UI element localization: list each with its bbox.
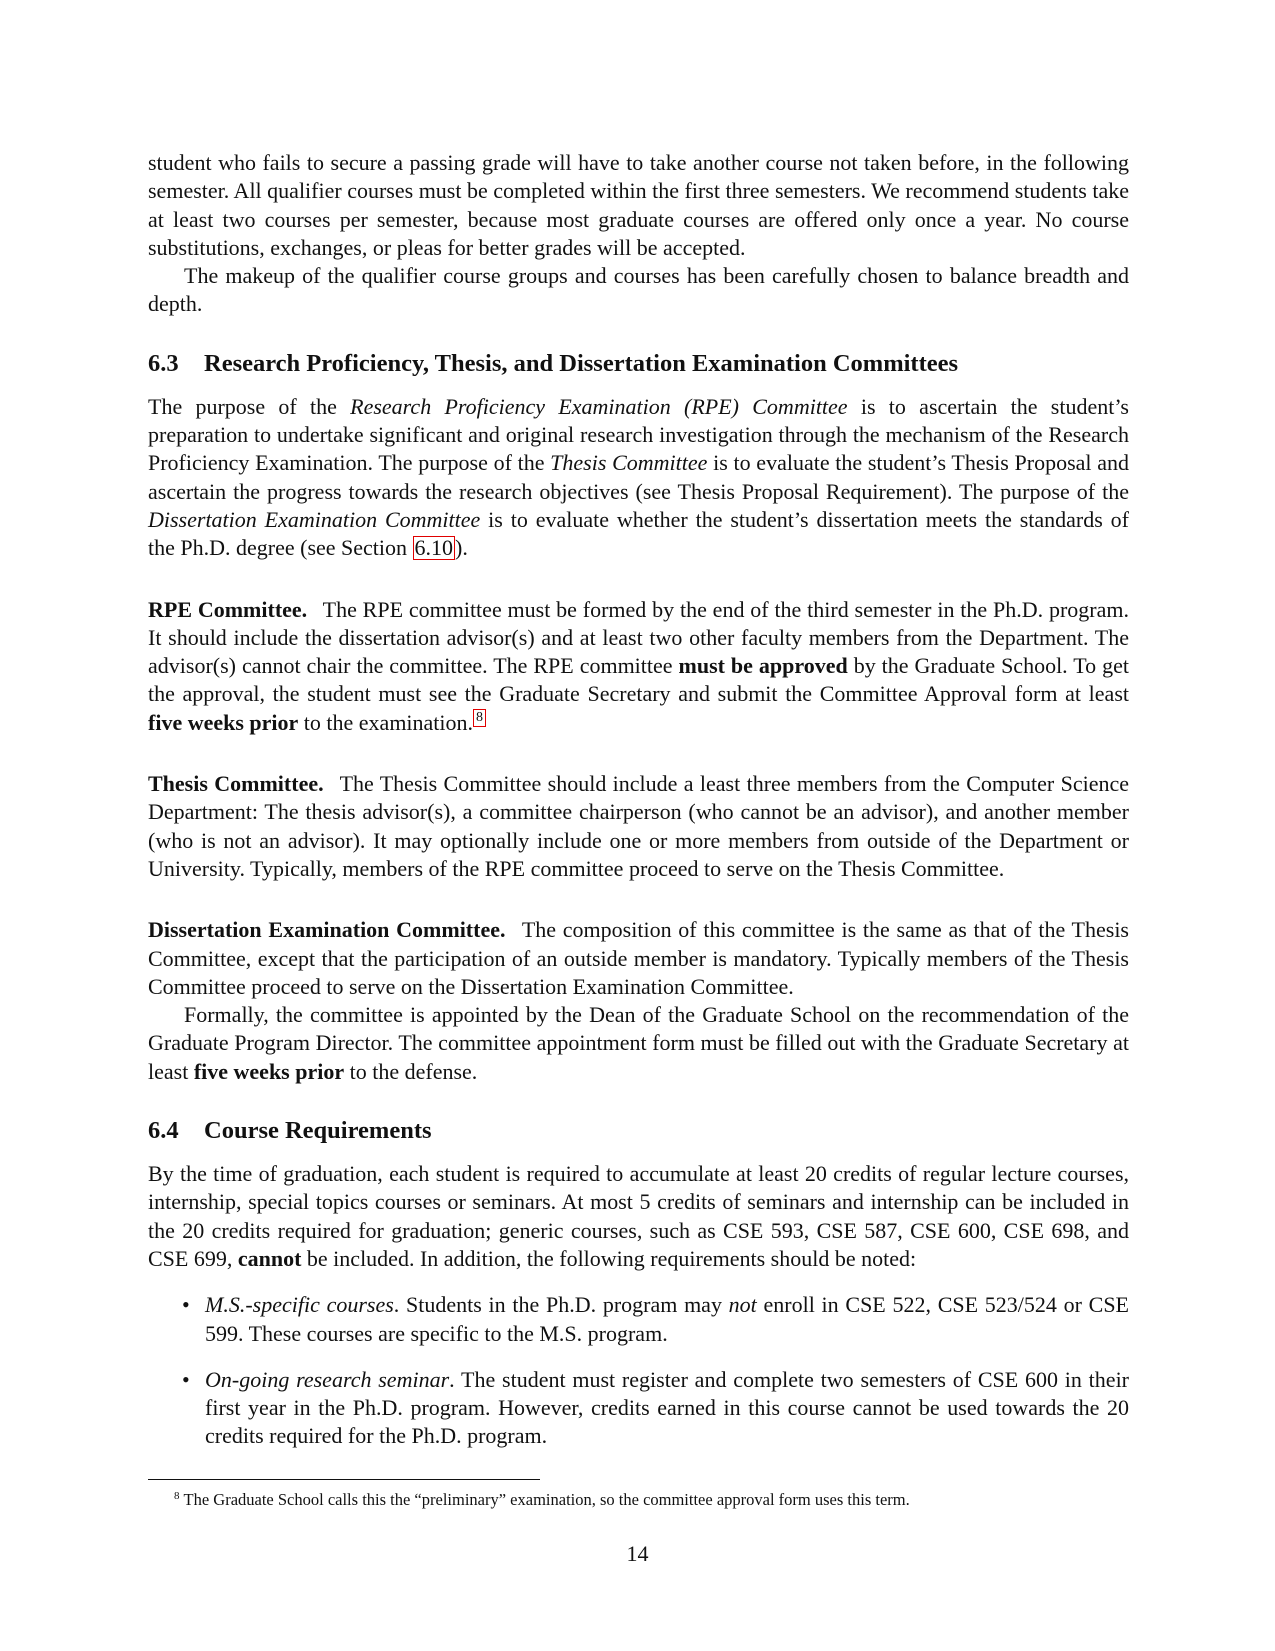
section-number: 6.3 xyxy=(148,349,179,377)
list-item: • On-going research seminar. The student must register and complete two semesters of CSE 600 in their first year in the Ph.D. program. However, credits earned in this course cannot be used towards the 20 credits required for the Ph.D. program. xyxy=(182,1366,1130,1449)
page-number: 14 xyxy=(626,1541,649,1566)
requirements-list xyxy=(148,1291,1129,1450)
committees-purpose-paragraph: The purpose of the Research Proficiency Examination (RPE) Committee is to ascertain the student’s preparation to undertake significant and original research investigation through the mechanism of the Research Proficiency Examination. The purpose of the Thesis Committee is to evaluate the student’s Thesis Proposal and ascertain the progress towards the research objectives (see Thesis Proposal Requirement). The purpose of the Dissertation Examination Committee is to evaluate whether the student’s dissertation meets the standards of the Ph.D. degree (see Section 6.10). xyxy=(148,393,1129,561)
footnote-8-link[interactable]: 8 xyxy=(473,709,486,727)
bullet-icon: • xyxy=(182,1292,190,1318)
rpe-committee-paragraph: RPE Committee. The RPE committee must be formed by the end of the third semester in the Ph.D. program. It should include the dissertation advisor(s) and at least two other faculty members from the Department. The advisor(s) cannot chair the committee. The RPE committee must be approved by the Graduate School. To get the approval, the student must see the Graduate Secretary and submit the Committee Approval form at least five weeks prior to the examination. 8 xyxy=(148,596,1129,735)
dissertation-committee-heading: Dissertation Examination Committee. xyxy=(148,917,506,943)
intro-paragraph-2: The makeup of the qualifier course groups and courses has been carefully chosen to balance breadth and depth. xyxy=(148,263,1129,317)
rpe-committee-heading: RPE Committee. xyxy=(148,596,308,622)
section-6-10-link[interactable]: 6.10 xyxy=(414,535,454,561)
list-item: • M.S.-specific courses. Students in the Ph.D. program may not enroll in CSE 522, CSE 523/524 or CSE 599. These courses are specific to the M.S. program. xyxy=(182,1292,1129,1346)
appointment-paragraph: Formally, the committee is appointed by the Dean of the Graduate School on the recommendation of the Graduate Program Director. The committee appointment form must be filled out with the Graduate Secretary at least five weeks prior to the defense. xyxy=(148,1002,1129,1084)
page-body xyxy=(148,149,1129,1451)
bullet-icon: • xyxy=(182,1366,190,1392)
intro-paragraph-1: student who fails to secure a passing grade will have to take another course not taken before, in the following semester. All qualifier courses must be completed within the first three semesters. We recommend students take at least two courses per semester, because most graduate courses are offered only once a year. No course substitutions, exchanges, or pleas for better grades will be accepted. xyxy=(148,150,1129,260)
section-heading-6-4 xyxy=(148,1116,1129,1146)
footnote-divider xyxy=(148,1479,540,1480)
section-heading-6-3 xyxy=(148,349,1129,379)
thesis-committee-paragraph: Thesis Committee. The Thesis Committee should include a least three members from the Computer Science Department: The thesis advisor(s), a committee chairperson (who cannot be an advisor), and another member (who is not an advisor). It may optionally include one or more members from outside of the Department or University. Typically, members of the RPE committee proceed to serve on the Thesis Committee. xyxy=(148,771,1130,881)
thesis-committee-heading: Thesis Committee. xyxy=(148,771,324,797)
section-title: Research Proficiency, Thesis, and Dissertation Examination Committees xyxy=(204,349,959,377)
course-requirements-paragraph: By the time of graduation, each student is required to accumulate at least 20 credits of regular lecture courses, internship, special topics courses or seminars. At most 5 credits of seminars and internship can be included in the 20 credits required for graduation; generic courses, such as CSE 593, CSE 587, CSE 600, CSE 698, and CSE 699, cannot be included. In addition, the following requirements should be noted: xyxy=(148,1161,1129,1271)
footnote-8: $^8$ The Graduate School calls this the “preliminary” examination, so the committee approval form uses this term. xyxy=(174,1490,910,1509)
section-number: 6.4 xyxy=(148,1117,179,1145)
footnote-mark: 8 xyxy=(174,1490,180,1502)
dissertation-committee-paragraph: Dissertation Examination Committee. The composition of this committee is the same as that of the Thesis Committee, except that the participation of an outside member is mandatory. Typically members of the Thesis Committee proceed to serve on the Dissertation Examination Committee. xyxy=(148,917,1129,999)
section-title: Course Requirements xyxy=(204,1117,432,1145)
